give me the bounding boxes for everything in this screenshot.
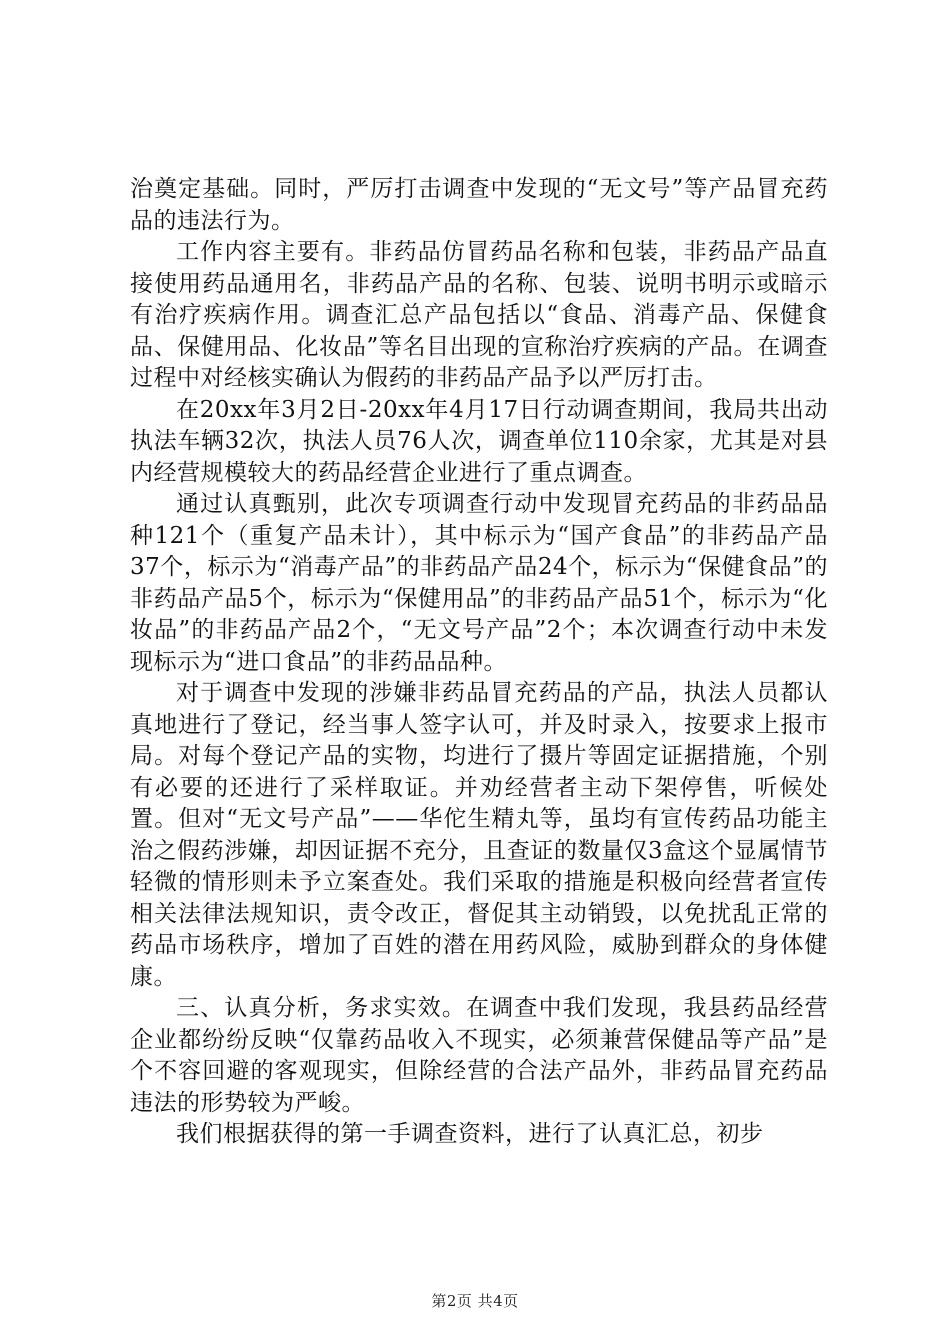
paragraph-analysis: 三、认真分析，务求实效。在调查中我们发现，我县药品经营企业都纷纷反映“仅靠药品收入不现实，必须兼营保健品等产品”是个不容回避的客观现实，但除经营的合法产品外，非药品冒充药品违法的形势较为严峻。 [130,995,828,1116]
paragraph-inspection-period: 在20xx年3月2日-20xx年4月17日行动调查期间，我局共出动执法车辆32次，执法人员76人次，调查单位110余家，尤其是对县内经营规模较大的药品经营企业进行了重点调查。 [130,396,828,486]
document-body [130,174,828,1151]
paragraph-summary-start: 我们根据获得的第一手调查资料，进行了认真汇总，初步 [176,1121,764,1147]
page-number-footer: 第2页 共4页 [431,1292,519,1310]
paragraph-handling-measures: 对于调查中发现的涉嫌非药品冒充药品的产品，执法人员都认真地进行了登记，经当事人签字认可，并及时录入，按要求上报市局。对每个登记产品的实物，均进行了摄片等固定证据措施，个别有必要的还进行了采样取证。并劝经营者主动下架停售，听候处置。但对“无文号产品”——华佗生精丸等，虽均有宣传药品功能主治之假药涉嫌，却因证据不充分，且查证的数量仅3盒这个显属情节轻微的情形则未予立案查处。我们采取的措施是积极向经营者宣传相关法律法规知识，责令改正，督促其主动销毁，以免扰乱正常的药品市场秩序，增加了百姓的潜在用药风险，威胁到群众的身体健康。 [130,680,828,990]
paragraph-work-content: 工作内容主要有。非药品仿冒药品名称和包装，非药品产品直接使用药品通用名，非药品产品的名称、包装、说明书明示或暗示有治疗疾病作用。调查汇总产品包括以“食品、消毒产品、保健食品、保健用品、化妆品”等名目出现的宣称治疗疾病的产品。在调查过程中对经核实确认为假药的非药品产品予以严厉打击。 [130,239,828,391]
paragraph-continuation: 治奠定基础。同时，严厉打击调查中发现的“无文号”等产品冒充药品的违法行为。 [130,176,828,234]
paragraph-findings: 通过认真甄别，此次专项调查行动中发现冒充药品的非药品品种121个（重复产品未计），其中标示为“国产食品”的非药品产品37个，标示为“消毒产品”的非药品产品24个，标示为“保健食品”的非药品产品5个，标示为“保健用品”的非药品产品51个，标示为“化妆品”的非药品产品2个，“无文号产品”2个；本次调查行动中未发现标示为“进口食品”的非药品品种。 [130,491,828,675]
